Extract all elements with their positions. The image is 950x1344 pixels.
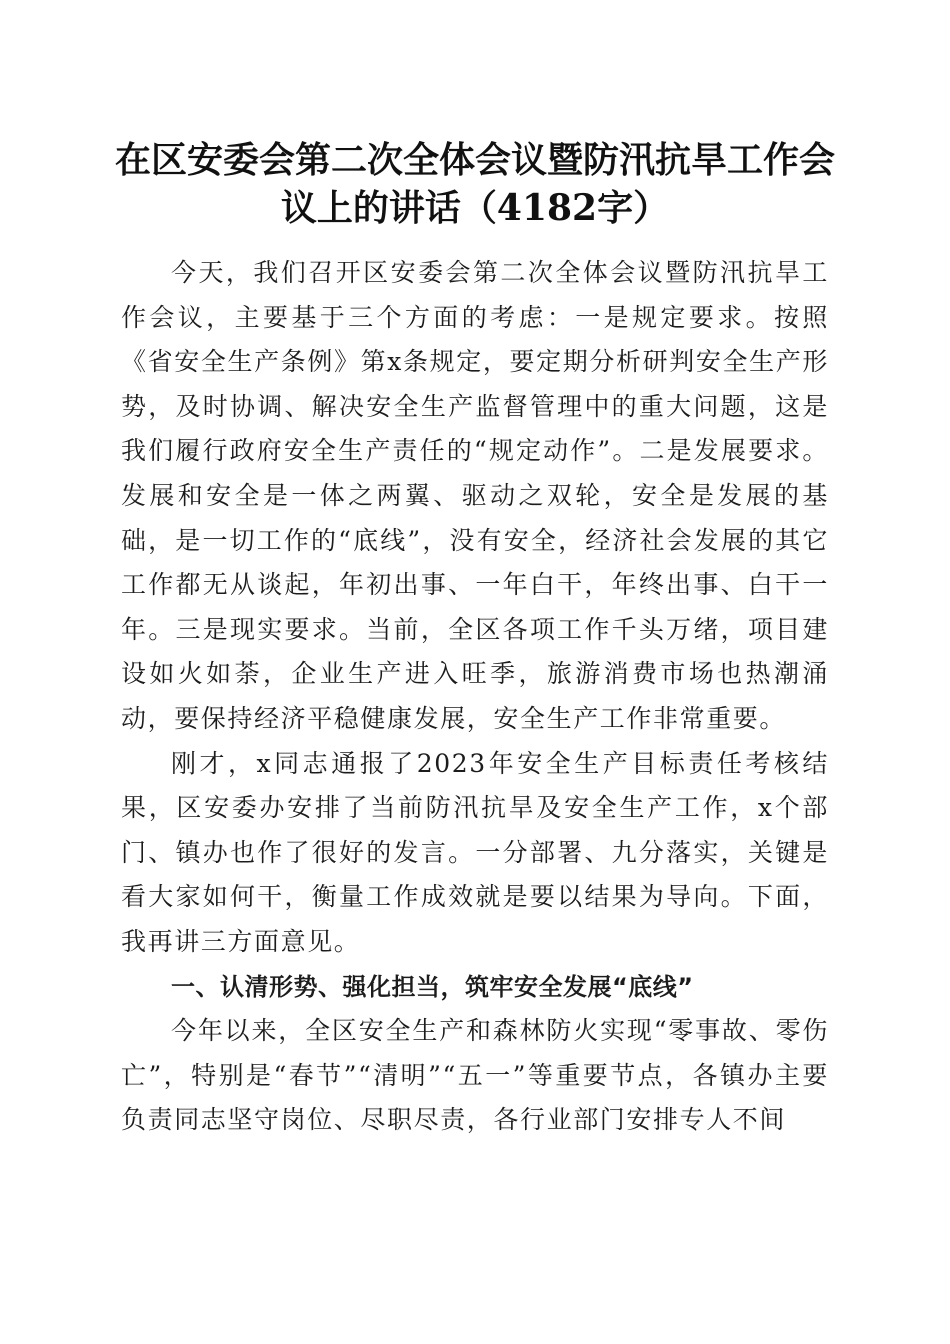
document-title — [110, 136, 840, 232]
paragraph-summary: 刚才，x同志通报了2023年安全生产目标责任考核结果，区安委办安排了当前防汛抗旱及安全生产工作，x个部门、镇办也作了很好的发言。一分部署、九分落实，关键是看大家如何干，衡量工作成效就是要以结果为导向。下面，我再讲三方面意见。 — [121, 748, 829, 956]
paragraph-opening: 今天，我们召开区安委会第二次全体会议暨防汛抗旱工作会议，主要基于三个方面的考虑：一是规定要求。按照《省安全生产条例》第x条规定，要定期分析研判安全生产形势，及时协调、解决安全生产监督管理中的重大问题，这是我们履行政府安全生产责任的“规定动作”。二是发展要求。发展和安全是一体之两翼、驱动之双轮，安全是发展的基础，是一切工作的“底线”，没有安全，经济社会发展的其它工作都无从谈起，年初出事、一年白干，年终出事、白干一年。三是现实要求。当前，全区各项工作千头万绪，项目建设如火如荼，企业生产进入旺季，旅游消费市场也热潮涌动，要保持经济平稳健康发展，安全生产工作非常重要。 — [121, 258, 829, 733]
title-line-2: 议上的讲话（4182字） — [280, 187, 670, 229]
title-line-1: 在区安委会第二次全体会议暨防汛抗旱工作会 — [114, 139, 835, 181]
paragraph-section-one: 今年以来，全区安全生产和森林防火实现“零事故、零伤亡”，特别是“春节”“清明”“五一”等重要节点，各镇办主要负责同志坚守岗位、尽职尽责，各行业部门安排专人不间 — [121, 1016, 829, 1135]
section-heading: 一、认清形势、强化担当，筑牢安全发展“底线” — [171, 972, 694, 1001]
document-body — [121, 251, 829, 1143]
